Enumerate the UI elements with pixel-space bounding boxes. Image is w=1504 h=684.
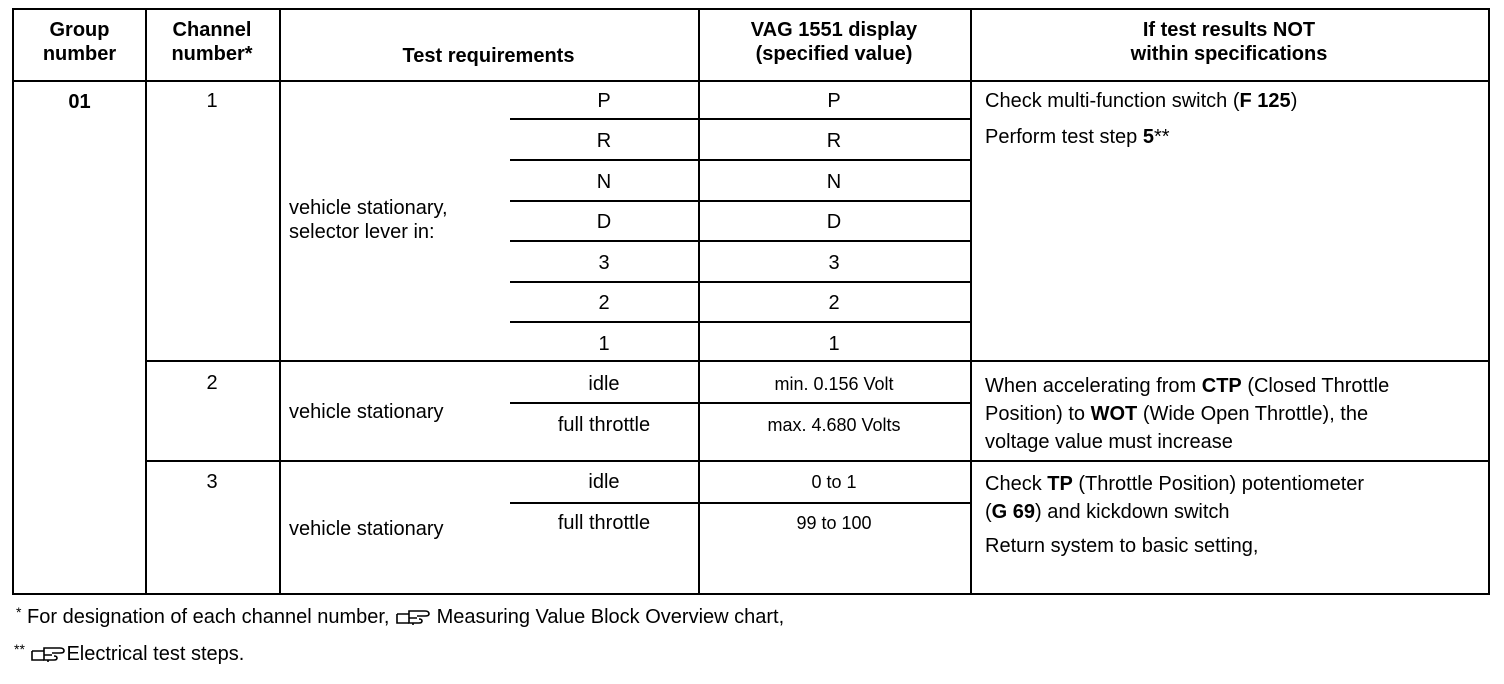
subrow-divider [510,402,970,404]
test-condition-text: vehicle stationary [289,518,444,540]
header-group-line1: Group [49,19,110,41]
abbreviation: CTP [1201,375,1242,397]
remedy-text-part: ** [1153,126,1170,148]
remedy-text [985,470,1485,560]
display-value: 2 [828,292,840,314]
remedy-line [985,400,1485,428]
footnote-text: Measuring Value Block Overview chart, [436,606,785,628]
channel-number [145,470,279,494]
abbreviation: WOT [1090,403,1138,425]
subrow-divider [510,118,970,120]
component-code: G 69 [991,501,1036,523]
footnote-channel-designation [16,600,784,632]
display-value: R [826,130,842,152]
remedy-text-part: Check multi-function switch ( [985,90,1240,112]
footnote-marker: * [16,604,22,620]
remedy-text-part: ) and kickdown switch [1035,501,1230,523]
requirement-value: full throttle [557,512,651,534]
footnote-text: For designation of each channel number, [27,606,390,628]
channel-number [145,371,279,395]
subrow-divider [510,281,970,283]
remedy-text-part: When accelerating from [985,375,1202,397]
subrow-divider [510,200,970,202]
display-value: max. 4.680 Volts [767,415,901,435]
header-test-label: Test requirements [402,45,575,67]
header-group-number [14,18,145,66]
header-display-line1: VAG 1551 display [750,19,918,41]
header-channel-line2: number* [171,43,253,65]
header-test-requirements [279,44,698,68]
test-condition-line2: selector lever in: [289,221,435,243]
test-condition-text: vehicle stationary [289,401,444,423]
remedy-text [985,89,1481,149]
remedy-line [985,532,1485,560]
header-test-results [970,18,1488,66]
requirement-value: P [597,90,611,112]
remedy-text-part: (Throttle Position) potentiometer [1072,473,1365,495]
remedy-text [985,372,1485,456]
remedy-text-part: Perform test step [985,126,1143,148]
test-condition [289,196,448,244]
footnote-test-steps [14,637,244,669]
subrow-divider [510,159,970,161]
requirement-value: N [596,171,612,193]
remedy-text-part: (Closed Throttle [1241,375,1390,397]
remedy-text-part: voltage value must increase [985,431,1233,453]
remedy-line [985,89,1481,113]
remedy-text-part: ( [985,501,992,523]
pointing-hand-icon [30,645,66,669]
col-divider [970,10,972,593]
specification-table [12,8,1490,595]
remedy-line [985,372,1485,400]
requirement-value: full throttle [557,414,651,436]
requirement-value: idle [588,471,620,493]
component-code: F 125 [1239,90,1291,112]
footnote-text: Electrical test steps. [66,643,245,665]
channel-number-value: 3 [206,471,218,493]
remedy-text-part: ) [1290,90,1298,112]
header-vag-display [698,18,970,66]
display-value: 1 [828,333,840,355]
remedy-text-part: Position) to [985,403,1091,425]
pointing-hand-icon [395,608,431,632]
test-condition [289,400,444,424]
requirement-value: R [596,130,612,152]
footnote-marker: ** [14,641,25,657]
header-display-line2: (specified value) [755,43,913,65]
requirement-value: 3 [598,252,610,274]
display-value: 3 [828,252,840,274]
remedy-line [985,470,1485,498]
requirement-value: 2 [598,292,610,314]
requirement-value: 1 [598,333,610,355]
remedy-text-part: Check [985,473,1048,495]
remedy-line [985,125,1481,149]
remedy-line [985,428,1485,456]
requirement-value: idle [588,373,620,395]
col-divider [279,10,281,593]
subrow-divider [510,321,970,323]
display-value: D [826,211,842,233]
channel-number-value: 1 [206,90,218,112]
channel-number [145,89,279,113]
header-divider [14,80,1488,82]
subrow-divider [510,502,970,504]
display-value: min. 0.156 Volt [774,374,894,394]
channel-number-value: 2 [206,372,218,394]
header-result-line2: within specifications [1130,43,1328,65]
row-divider [145,360,1488,362]
header-channel-number [145,18,279,66]
display-value: 0 to 1 [811,472,857,492]
header-result-line1: If test results NOT [1142,19,1316,41]
remedy-text-part: Return system to basic setting, [985,535,1259,557]
display-value: P [827,90,841,112]
test-step-number: 5 [1142,126,1154,148]
remedy-line [985,498,1485,526]
display-value: 99 to 100 [796,513,872,533]
header-group-line2: number [42,43,117,65]
group-number [14,90,145,114]
subrow-divider [510,240,970,242]
test-condition [289,517,444,541]
group-number-value: 01 [68,91,91,113]
test-condition-line1: vehicle stationary, [289,197,448,219]
row-divider [145,460,1488,462]
abbreviation: TP [1047,473,1073,495]
display-value: N [826,171,842,193]
header-channel-line1: Channel [172,19,252,41]
remedy-text-part: (Wide Open Throttle), the [1137,403,1369,425]
requirement-value: D [596,211,612,233]
